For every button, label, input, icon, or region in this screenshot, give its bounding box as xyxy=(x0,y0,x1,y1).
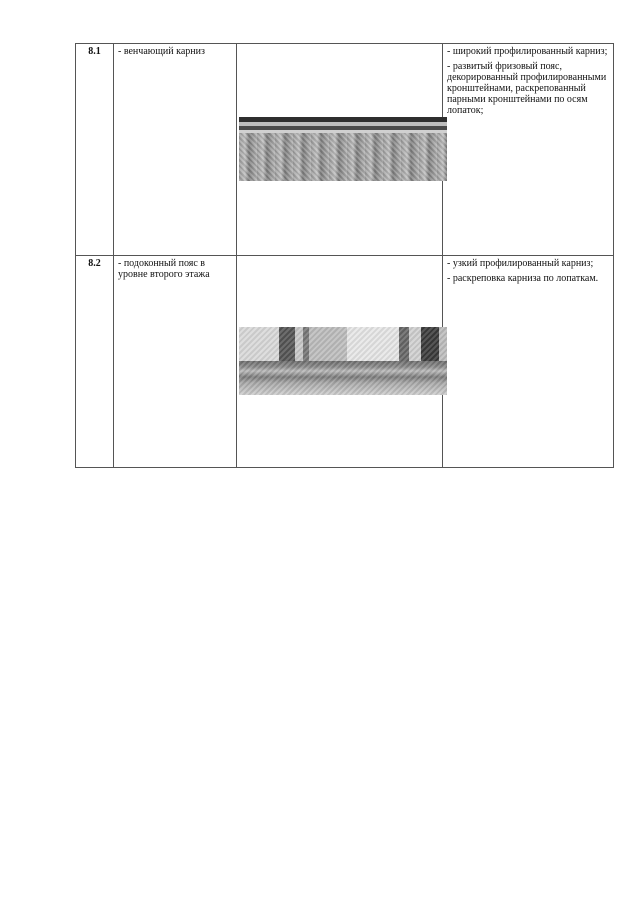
sill-belt-photo xyxy=(239,327,447,395)
description-cell xyxy=(443,44,614,256)
table-row xyxy=(76,44,614,256)
features-table xyxy=(75,43,614,468)
description-item: - раскреповка карниза по лопаткам. xyxy=(447,273,599,284)
description-item: - узкий профилированный карниз; xyxy=(447,258,594,269)
row-number: 8.2 xyxy=(76,256,114,468)
row-number: 8.1 xyxy=(76,44,114,256)
element-name: - венчающий карниз xyxy=(114,44,237,256)
description-item: - развитый фризовый пояс, декорированный профилированными кронштейнами, раскрепованный парными кронштейнами по осям лопаток; xyxy=(447,61,607,116)
cornice-photo xyxy=(239,117,447,181)
element-name: - подоконный пояс в уровне второго этажа xyxy=(114,256,237,468)
description-cell xyxy=(443,256,614,468)
description-item: - широкий профилированный карниз; xyxy=(447,46,608,57)
photo-cell xyxy=(237,256,443,468)
table-row xyxy=(76,256,614,468)
photo-cell xyxy=(237,44,443,256)
